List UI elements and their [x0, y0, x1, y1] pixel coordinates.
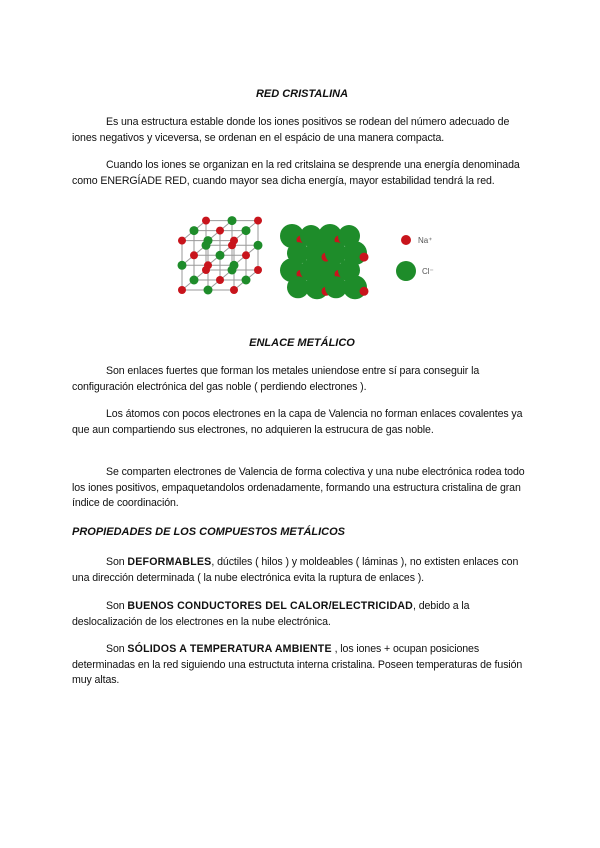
- cl-sphere: [287, 276, 309, 298]
- paragraph-block: [72, 407, 532, 438]
- paragraph-block: [72, 465, 532, 512]
- cl-ion: [216, 251, 225, 260]
- crystal-lattice-figure: [160, 208, 460, 308]
- nacl-packed-lattice: [280, 224, 369, 299]
- nacl-cube-lattice: [178, 216, 263, 294]
- text-lead: Son: [106, 643, 128, 655]
- paragraph-red-1: Es una estructura estable donde los iones positivos se rodean del número adecuado de iones negativos y viceversa, se ordenan en el espácio de una manera compacta.: [72, 116, 510, 144]
- paragraph-block: [72, 364, 532, 395]
- lattice-svg: [160, 208, 460, 308]
- section-propiedades: [72, 526, 532, 538]
- na-sphere: [360, 287, 369, 296]
- cl-ion: [178, 261, 187, 270]
- text-lead: Son: [106, 600, 128, 612]
- paragraph-prop-solidos: [72, 642, 532, 689]
- cl-ion: [254, 241, 263, 250]
- legend-cl-marker: [396, 261, 416, 281]
- na-ion: [216, 227, 224, 235]
- na-ion: [230, 237, 238, 245]
- text-rest: , dúctiles ( hilos ) y moldeables ( láminas ), no extisten enlaces con una dirección determinada ( la nube electrónica evita la ruptura de enlaces ).: [72, 556, 519, 584]
- cl-ion: [242, 226, 251, 235]
- text-bold: DEFORMABLES: [127, 556, 212, 568]
- section-title-enlace-metalico: ENLACE METÁLICO: [249, 337, 355, 349]
- paragraph-prop-conductores: [72, 599, 532, 630]
- legend-na-label: Na⁺: [418, 236, 433, 245]
- cl-ion: [228, 216, 237, 225]
- section-enlace-metalico: [72, 337, 532, 349]
- paragraph-enlace-3: Se comparten electrones de Valencia de forma colectiva y una nube electrónica rodea todo los iones positivos, empaquetandolos ordenadamente, formando una estructura cristalina de gran índice de coordinación.: [72, 466, 525, 509]
- paragraph-block: [72, 115, 532, 146]
- paragraph-block: [72, 555, 532, 586]
- na-ion: [254, 217, 262, 225]
- na-ion: [242, 251, 250, 259]
- cl-ion: [230, 261, 239, 270]
- section-title-propiedades: PROPIEDADES DE LOS COMPUESTOS METÁLICOS: [72, 526, 345, 538]
- paragraph-red-2: Cuando los iones se organizan en la red critslaina se desprende una energía denominada como ENERGÍADE RED, cuando mayor sea dicha energía, mayor estabilidad tendrá la red.: [72, 159, 520, 187]
- paragraph-enlace-2: Los átomos con pocos electrones en la capa de Valencia no forman enlaces covalentes ya que aun compartiendo sus electrones, no adquieren la estrucura de gas noble.: [72, 408, 523, 436]
- legend-cl-label: Cl⁻: [422, 267, 434, 276]
- text-lead: Son: [106, 556, 128, 568]
- cl-ion: [204, 236, 213, 245]
- paragraph-block: [72, 158, 532, 189]
- legend: [396, 235, 434, 281]
- text-rest: , los iones + ocupan posiciones determinadas en la red siguiendo una estructuta interna cristalina. Poseen temperaturas de fusión muy altas.: [72, 643, 523, 686]
- text-bold: BUENOS CONDUCTORES DEL CALOR/ELECTRICIDAD: [127, 600, 414, 612]
- cl-ion: [242, 276, 251, 285]
- section-red-cristalina: [72, 88, 532, 100]
- text-bold: SÓLIDOS A TEMPERATURA AMBIENTE: [127, 643, 332, 655]
- na-ion: [230, 286, 238, 294]
- cl-ion: [190, 276, 199, 285]
- section-title-red-cristalina: RED CRISTALINA: [255, 88, 349, 100]
- na-ion: [178, 286, 186, 294]
- paragraph-block: [72, 642, 532, 689]
- paragraph-prop-deformables: [72, 555, 532, 586]
- na-ion: [190, 251, 198, 259]
- na-sphere: [360, 253, 369, 262]
- cl-ion: [204, 286, 213, 295]
- na-ion: [204, 261, 212, 269]
- cl-sphere: [325, 276, 347, 298]
- paragraph-block: [72, 599, 532, 630]
- na-ion: [178, 237, 186, 245]
- na-ion: [216, 276, 224, 284]
- na-ion: [254, 266, 262, 274]
- na-ion: [202, 217, 210, 225]
- legend-na-marker: [401, 235, 411, 245]
- paragraph-enlace-1: Son enlaces fuertes que forman los metales uniendose entre sí para conseguir la configuración electrónica del gas noble ( perdiendo electrones ).: [72, 365, 480, 393]
- text-rest: , debido a la deslocalización de los electrones en la nube electrónica.: [72, 600, 470, 628]
- cl-ion: [190, 226, 199, 235]
